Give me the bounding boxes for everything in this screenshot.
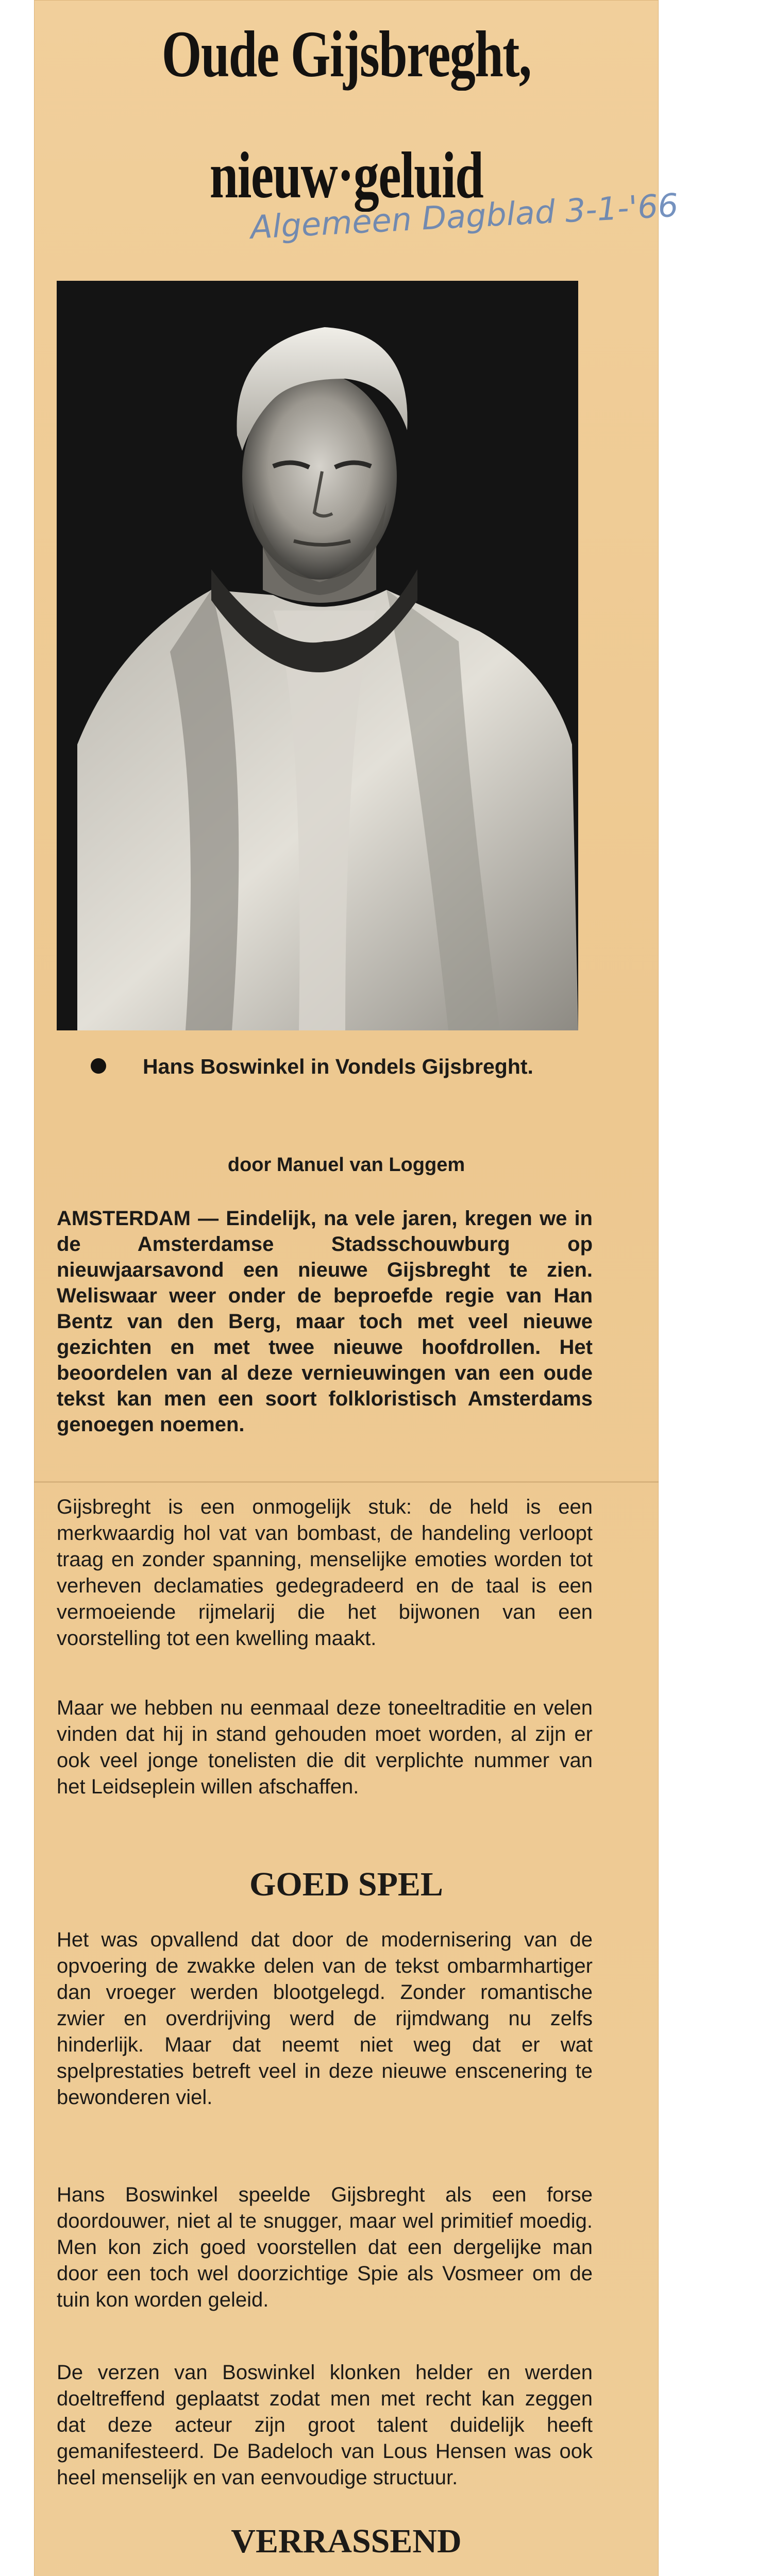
- body-paragraph-5: De verzen van Boswinkel klonken helder en werden doeltreffend geplaatst zodat men met recht kan zeggen dat deze acteur zijn groot talent duidelijk heeft gemanifesteerd. De Badeloch van Lous Hensen was ook heel menselijk en van eenvoudige structuur.: [57, 2361, 593, 2489]
- body-paragraph-1: Gijsbreght is een onmogelijk stuk: de held is een merkwaardig hol vat van bombast, de handeling verloopt traag en zonder spanning, menselijke emoties worden tot verheven declamaties gedegradeerd en de taal is een vermoeiende rijmelarij die het bijwonen van een voorstelling tot een kwelling maakt.: [57, 1496, 593, 1650]
- headline-line-1: Oude Gijsbreght,: [161, 18, 531, 91]
- photo-caption-text: Hans Boswinkel in Vondels Gijsbreght.: [143, 1055, 533, 1078]
- body-paragraph-4: Hans Boswinkel speelde Gijsbreght als een forse doordouwer, niet al te snugger, maar wel primitief moedig. Men kon zich goed voorstellen dat een dergelijke man door een toch wel doorzichtige Spie als Vosmeer om de tuin kon worden geleid.: [57, 2183, 593, 2311]
- fold-line: [34, 1481, 659, 1483]
- lead-paragraph: AMSTERDAM — Eindelijk, na vele jaren, kregen we in de Amsterdamse Stadsschouwburg op nieuwjaarsavond een nieuwe Gijsbreght te zien. Weliswaar weer onder de beproefde regie van Han Bentz van den Berg, maar toch met veel nieuwe gezichten en met twee nieuwe hoofdrollen. Het beoordelen van al deze vernieuwingen van een oude tekst kan men een soort folkloristisch Amsterdams genoegen noemen.: [57, 1207, 593, 1436]
- newspaper-clipping: [34, 0, 679, 2576]
- body-paragraph-3: Het was opvallend dat door de modernisering van de opvoering de zwakke delen van de tekst ombarmhartiger dan vroeger werden blootgelegd. Zonder romantische zwier en overdrijving werd de rijmdwang nu zelfs hinderlijk. Maar dat neemt niet weg dat er wat spelprestaties betreft veel in deze nieuwe enscenering te bewonderen viel.: [57, 1928, 593, 2109]
- body-paragraph-2: Maar we hebben nu eenmaal deze toneeltraditie en velen vinden dat hij in stand gehouden moet worden, al zijn er ook veel jonge tonelisten die dit verplichte nummer van het Leidseplein willen afschaffen.: [57, 1697, 593, 1798]
- handwritten-source-note: Algemeen Dagblad 3-1-'66: [249, 186, 679, 246]
- actor-photo: [57, 281, 578, 1030]
- photo-caption: [91, 1051, 585, 1082]
- subheading-verrassend: VERRASSEND: [231, 2522, 462, 2560]
- headline-line-2: nieuw·geluid: [209, 139, 483, 212]
- subheading-goed-spel: GOED SPEL: [249, 1866, 443, 1903]
- actor-photo-illustration: [57, 281, 578, 1030]
- byline: door Manuel van Loggem: [227, 1154, 465, 1176]
- caption-bullet-icon: [91, 1058, 106, 1074]
